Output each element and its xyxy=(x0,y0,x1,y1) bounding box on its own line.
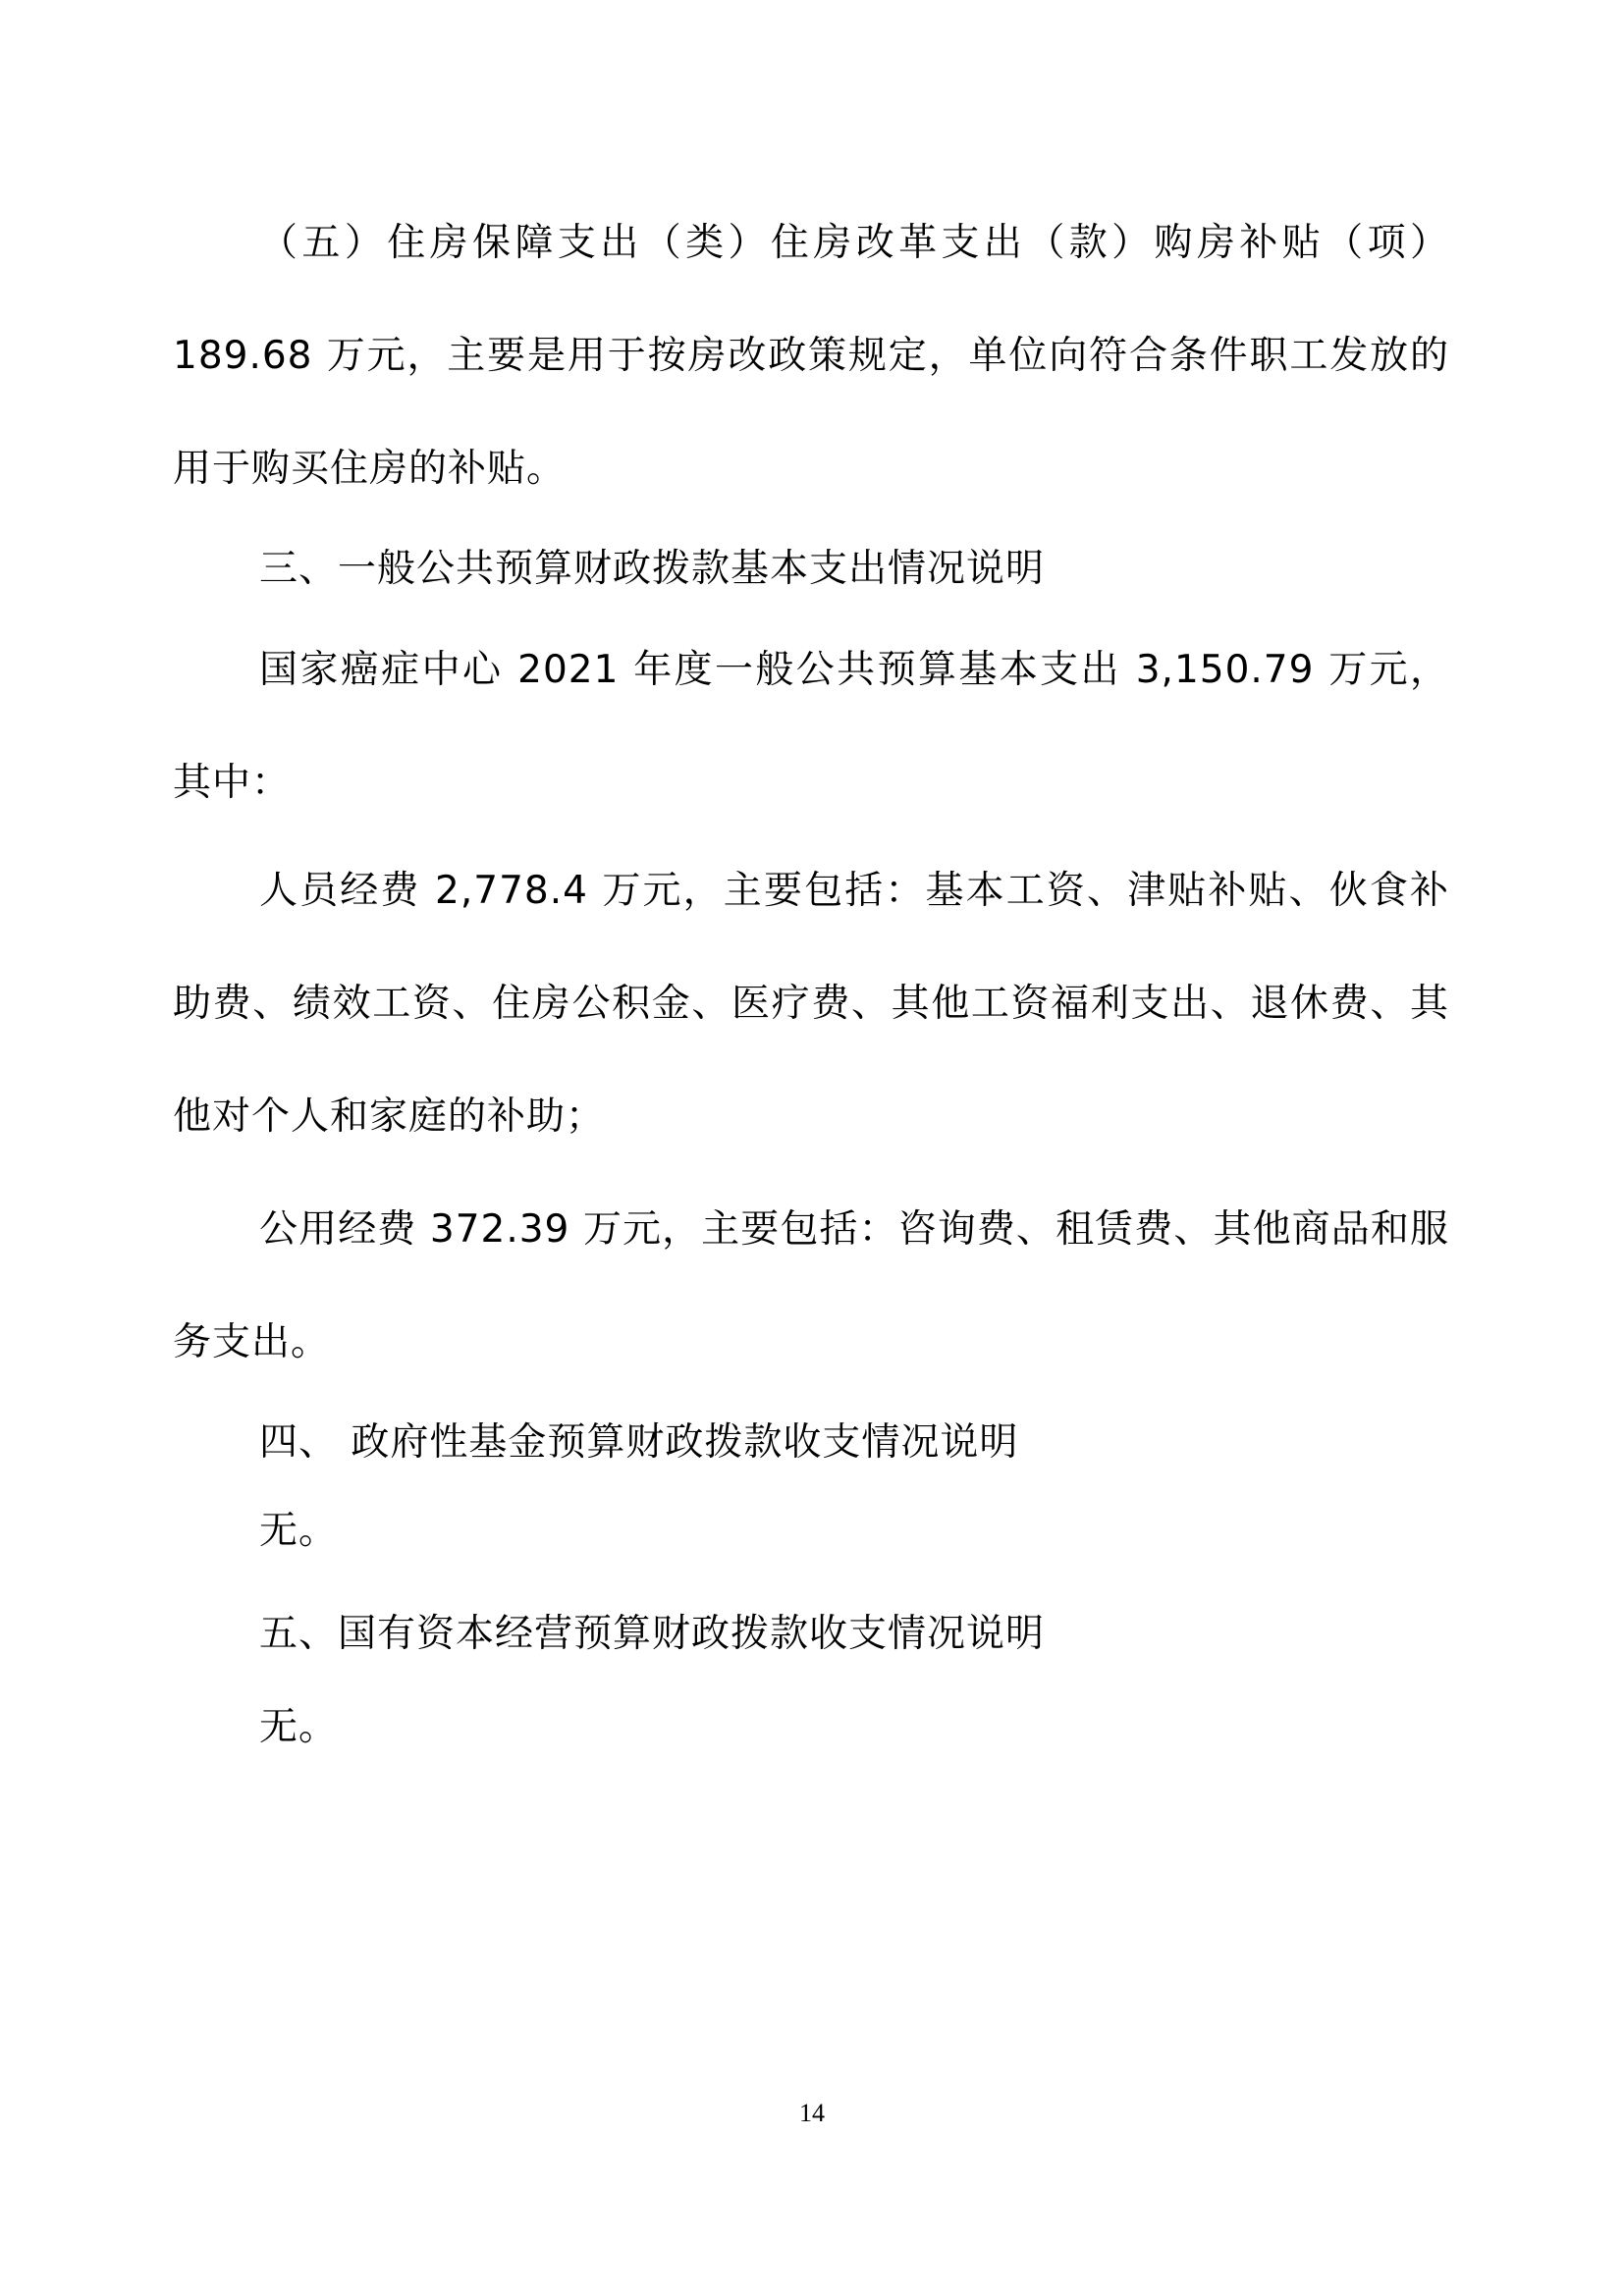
heading-section-5: 五、国有资本经营预算财政拨款收支情况说明 xyxy=(259,1612,1046,1656)
heading-section-3: 三、一般公共预算财政拨款基本支出情况说明 xyxy=(259,547,1046,591)
paragraph-basic-expenditure: 国家癌症中心 2021 年度一般公共预算基本支出 3,150.79 万元，其中： xyxy=(173,648,1449,805)
paragraph-section-4-none: 无。 xyxy=(259,1509,339,1553)
paragraph-personnel-expenses: 人员经费 2,778.4 万元，主要包括：基本工资、津贴补贴、伙食补助费、绩效工资、住房公积金、医疗费、其他工资福利支出、退休费、其他对个人和家庭的补助； xyxy=(173,869,1449,1139)
paragraph-housing-subsidy: （五）住房保障支出（类）住房改革支出（款）购房补贴（项）189.68 万元，主要是用于按房改政策规定，单位向符合条件职工发放的用于购买住房的补贴。 xyxy=(173,221,1449,491)
heading-section-4: 四、 政府性基金预算财政拨款收支情况说明 xyxy=(259,1420,1019,1465)
paragraph-section-5-none: 无。 xyxy=(259,1705,339,1749)
paragraph-public-expenses: 公用经费 372.39 万元，主要包括：咨询费、租赁费、其他商品和服务支出。 xyxy=(173,1207,1449,1364)
page-number: 14 xyxy=(799,2099,825,2127)
